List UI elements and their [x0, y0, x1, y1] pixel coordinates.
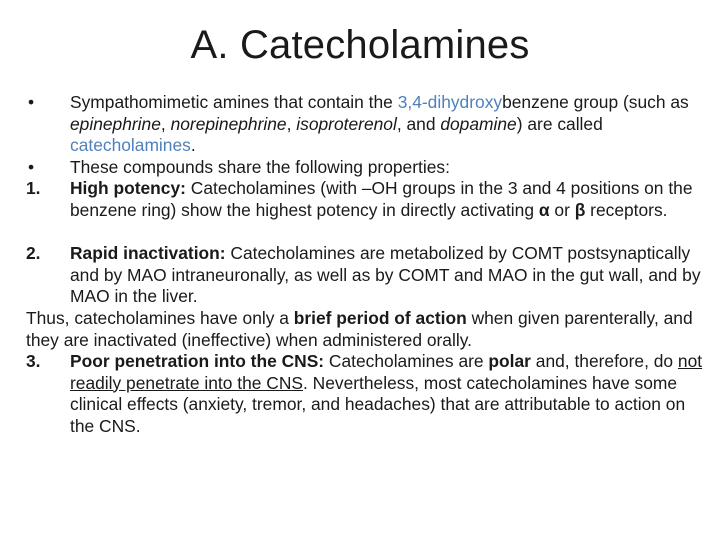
cns-underline: not readily penetrate into the CNS: [70, 351, 703, 393]
number-marker: 2.: [26, 243, 41, 264]
property-heading: Rapid inactivation:: [70, 243, 226, 264]
bullet-marker: •: [28, 156, 35, 177]
drug-dopamine: dopamine: [440, 113, 517, 134]
bullet-catecholamine-definition: • Sympathomimetic amines that contain the 3,4-dihydroxybenzene group (such as epinephrine, norepinephrine, isoproterenol, and dopamine) are called catecholamines.: [28, 92, 689, 156]
highlight-catecholamines: catecholamines: [70, 135, 191, 156]
property-poor-cns-penetration: 3. Poor penetration into the CNS: Catecholamines are polar and, therefore, do not readily penetrate into the CNS. Nevertheless, most catecholamines have some clinical effects (anxiety, tremor, and headaches) that are attributable to action on the CNS.: [26, 351, 703, 436]
drug-epinephrine: epinephrine: [70, 113, 161, 134]
polar-emphasis: polar: [488, 351, 531, 372]
slide-title: A. Catecholamines: [190, 23, 530, 67]
number-marker: 1.: [26, 178, 41, 199]
alpha-symbol: α: [538, 199, 550, 220]
summary-paragraph: Thus, catecholamines have only a brief period of action when given parenterally, and they are inactivated (ineffective) when administered orally.: [26, 307, 693, 350]
property-high-potency: 1. High potency: Catecholamines (with –OH groups in the 3 and 4 positions on the benzene ring) show the highest potency in directly activating α or β receptors.: [26, 178, 693, 220]
highlight-dihydroxy: 3,4-dihydroxy: [397, 92, 503, 112]
number-marker: 3.: [26, 351, 41, 372]
bullet-marker: •: [28, 92, 35, 112]
drug-norepinephrine: norepinephrine: [170, 113, 287, 134]
brief-period-emphasis: brief period of action: [293, 307, 467, 328]
property-heading: Poor penetration into the CNS:: [70, 351, 325, 372]
property-rapid-inactivation: 2. Rapid inactivation: Catecholamines are metabolized by COMT postsynaptically and by MAO intraneuronally, as well as by COMT and MAO in the gut wall, and by MAO in the liver.: [26, 243, 701, 307]
property-heading: High potency:: [70, 178, 186, 199]
beta-symbol: β: [574, 199, 586, 220]
slide-body: [26, 92, 706, 438]
bullet-shared-properties: • These compounds share the following properties:: [28, 156, 450, 177]
drug-isoproterenol: isoproterenol: [296, 113, 397, 134]
spacer: [26, 222, 706, 244]
